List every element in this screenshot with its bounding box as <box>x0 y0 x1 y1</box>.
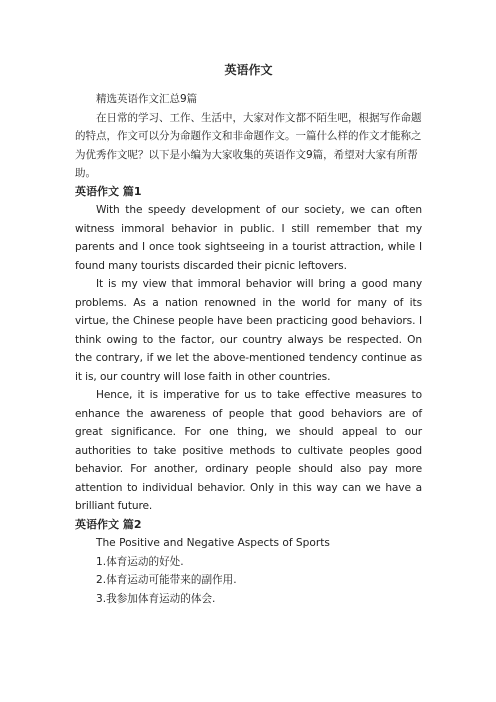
essay-2-title: The Positive and Negative Aspects of Sports <box>96 537 330 549</box>
essay-2-outline-item-2: 2.体育运动可能带来的副作用. <box>96 574 237 586</box>
document-title: 英语作文 <box>224 63 273 77</box>
intro-subtitle: 精选英语作文汇总9篇 <box>96 93 198 105</box>
essay-heading-1: 英语作文 篇1 <box>75 184 142 198</box>
essay-2-outline-item-3: 3.我参加体育运动的体会. <box>96 592 216 605</box>
essay-2-outline-item-1: 1.体育运动的好处. <box>96 555 184 568</box>
essay-1-paragraph-3: Hence, it is imperative for us to take effective measures to enhance the awareness of people that good behaviors are of great significance. For one thing, we should appeal to our authorities to take positive methods to cultivate peoples good behavior. For another, ordinary people should also pay more attention to individual behavior. Only in this way can we have a brilliant future. <box>75 389 422 512</box>
intro-paragraph: 在日常的学习、工作、生活中，大家对作文都不陌生吧，根据写作命题的特点，作文可以分为命题作文和非命题作文。一篇什么样的作文才能称之为优秀作文呢？以下是小编为大家收集的英语作文9篇，希望对大家有所帮助。 <box>75 111 422 179</box>
intro-block <box>75 90 422 183</box>
essay-section-1 <box>75 183 422 516</box>
essay-1-paragraph-1: With the speedy development of our society, we can often witness immoral behavior in public. I still remember that my parents and I once took sightseeing in a tourist attraction, while I found many tourists discarded their picnic leftovers. <box>75 204 422 272</box>
essay-section-2 <box>75 516 422 609</box>
essay-1-paragraph-2: It is my view that immoral behavior will bring a good many problems. As a nation renowned in the world for many of its virtue, the Chinese people have been practicing good behaviors. I think owing to the factor, our country always be respected. On the contrary, if we let the above-mentioned tendency continue as it is, our country will lose faith in other countries. <box>75 278 422 383</box>
essay-heading-2: 英语作文 篇2 <box>75 517 142 531</box>
